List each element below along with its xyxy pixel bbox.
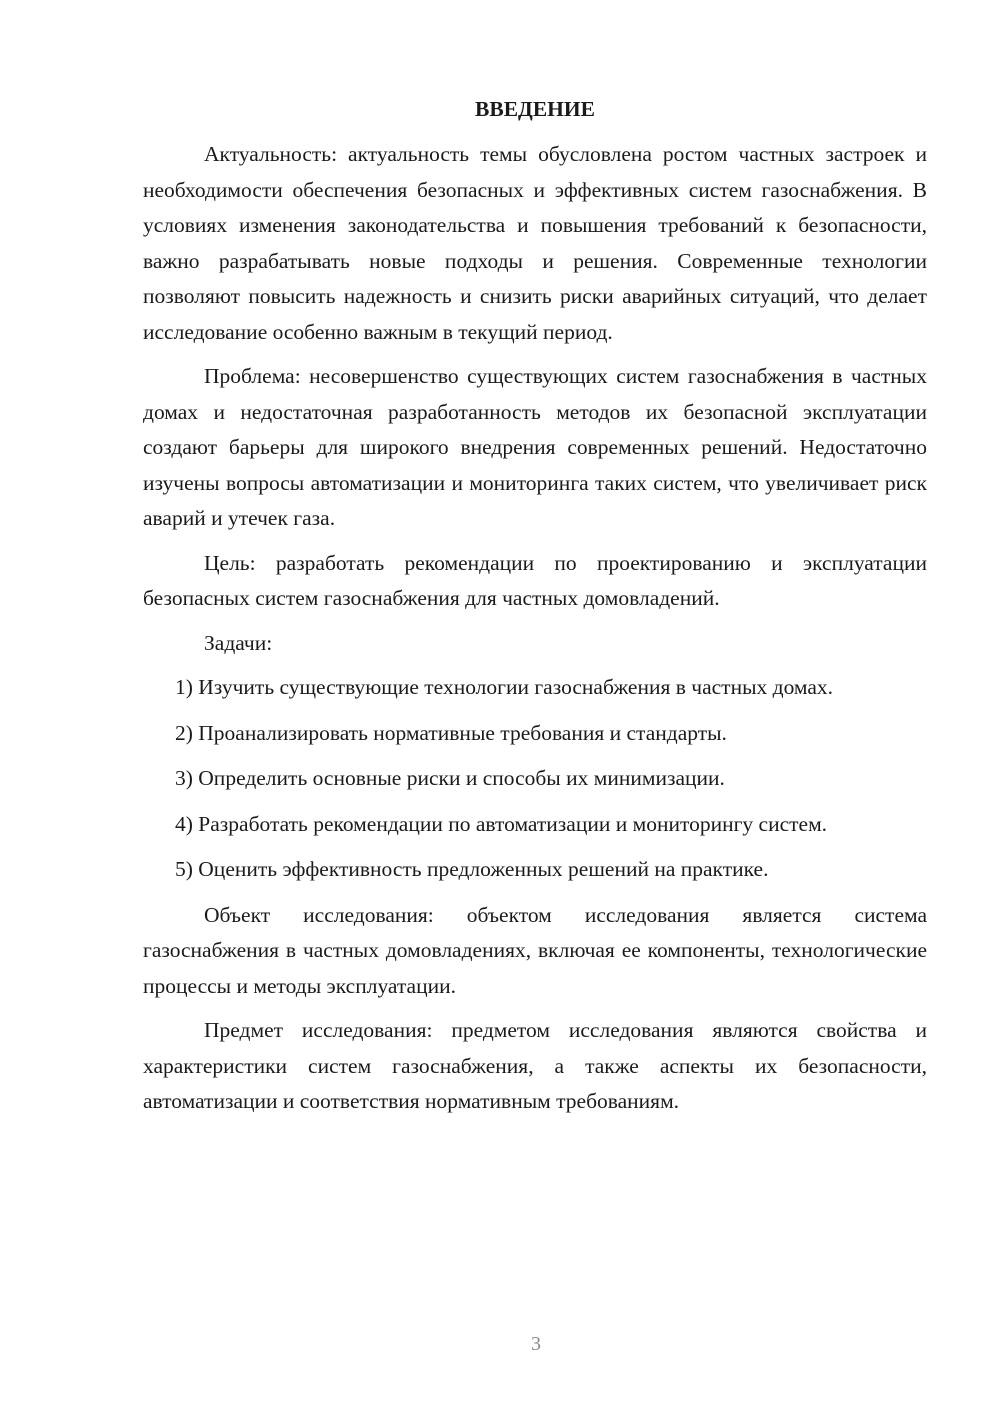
goal-paragraph: Цель: разработать рекомендации по проектированию и эксплуатации безопасных систем газоснабжения для частных домовладений. — [143, 550, 927, 610]
task-item: 3) Определить основные риски и способы их минимизации. — [175, 766, 725, 790]
tasks-list — [143, 670, 927, 888]
task-item: 5) Оценить эффективность предложенных решений на практике. — [175, 857, 769, 881]
object-paragraph: Объект исследования: объектом исследования является система газоснабжения в частных домовладениях, включая ее компоненты, технологические процессы и методы эксплуатации. — [143, 902, 927, 998]
task-item: 2) Проанализировать нормативные требования и стандарты. — [175, 720, 727, 745]
subject-paragraph: Предмет исследования: предметом исследования являются свойства и характеристики систем газоснабжения, а также аспекты их безопасности, автоматизации и соответствия нормативным требованиям. — [143, 1018, 927, 1113]
task-item: 1) Изучить существующие технологии газоснабжения в частных домах. — [175, 675, 834, 699]
relevance-paragraph: Актуальность: актуальность темы обусловлена ростом частных застроек и необходимости обеспечения безопасных и эффективных систем газоснабжения. В условиях изменения законодательства и повышения требований к безопасности, важно разрабатывать новые подходы и решения. Современные технологии позволяют повысить надежность и снизить риски аварийных ситуаций, что делает исследование особенно важным в текущий период. — [143, 142, 927, 344]
tasks-heading: Задачи: — [204, 630, 273, 655]
problem-paragraph: Проблема: несовершенство существующих систем газоснабжения в частных домах и недостаточная разработанность методов их безопасной эксплуатации создают барьеры для широкого внедрения современных решений. Недостаточно изучены вопросы автоматизации и мониторинга таких систем, что увеличивает риск аварий и утечек газа. — [143, 364, 927, 530]
page-number: 3 — [531, 1333, 541, 1355]
task-item: 4) Разработать рекомендации по автоматизации и мониторингу систем. — [175, 811, 828, 836]
section-title: ВВЕДЕНИЕ — [475, 97, 595, 121]
document-page — [143, 92, 927, 1129]
